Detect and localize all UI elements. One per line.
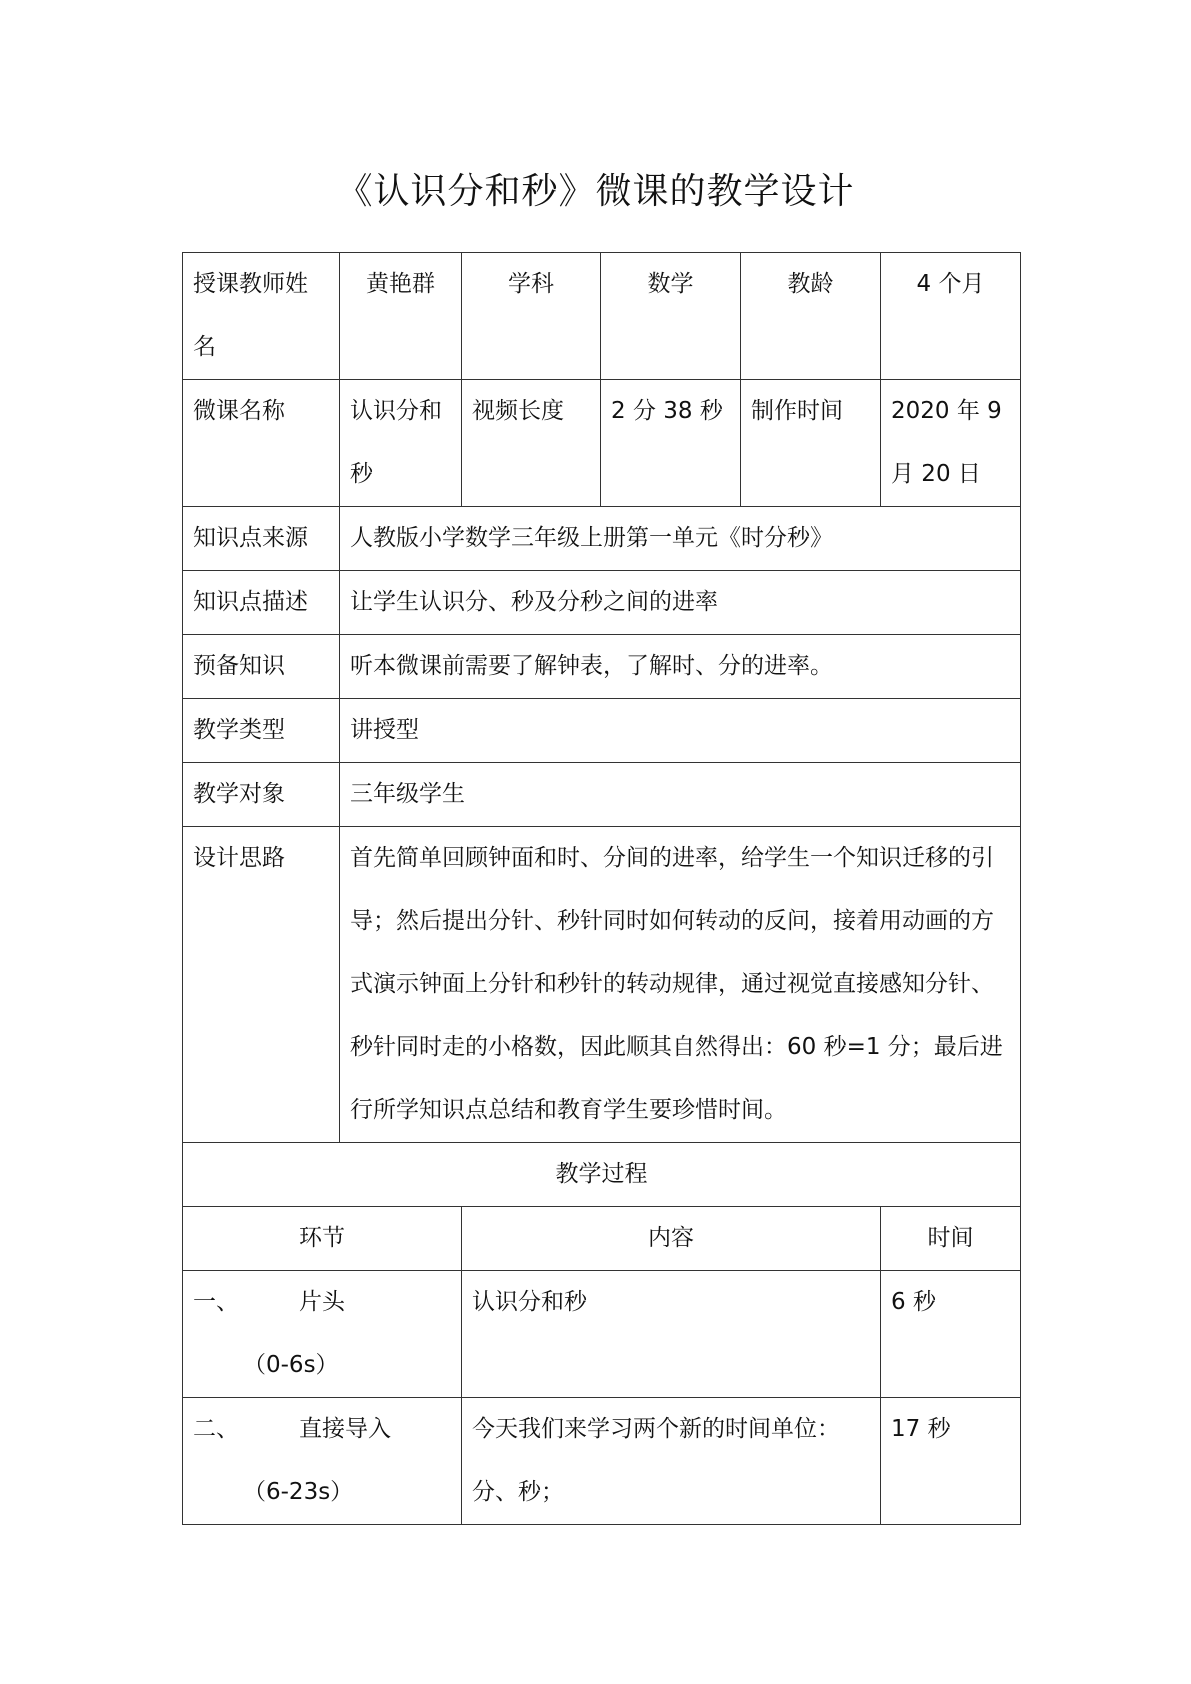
step-number: 二、 xyxy=(193,1416,239,1442)
source-label: 知识点来源 xyxy=(183,507,340,571)
course-row xyxy=(183,380,1021,507)
made-time-value: 2020 年 9 月 20 日 xyxy=(881,380,1021,507)
step-name: 直接导入 xyxy=(299,1416,391,1442)
design-row xyxy=(183,827,1021,1143)
desc-label: 知识点描述 xyxy=(183,571,340,635)
col-time-header: 时间 xyxy=(881,1207,1021,1271)
years-label: 教龄 xyxy=(741,253,881,380)
lesson-design-table xyxy=(182,252,1021,1525)
process-heading-row xyxy=(183,1143,1021,1207)
source-row xyxy=(183,507,1021,571)
video-length-label: 视频长度 xyxy=(462,380,601,507)
table-row xyxy=(183,1398,1021,1525)
type-label: 教学类型 xyxy=(183,699,340,763)
page-title: 《认识分和秒》微课的教学设计 xyxy=(336,171,855,212)
teacher-label: 授课教师姓名 xyxy=(183,253,340,380)
type-value: 讲授型 xyxy=(340,699,1021,763)
col-stage-header: 环节 xyxy=(183,1207,462,1271)
step-content: 今天我们来学习两个新的时间单位：分、秒； xyxy=(462,1398,881,1525)
step-time: 17 秒 xyxy=(881,1398,1021,1525)
step-stage xyxy=(183,1398,462,1525)
step-content: 认识分和秒 xyxy=(462,1271,881,1398)
target-label: 教学对象 xyxy=(183,763,340,827)
teacher-row xyxy=(183,253,1021,380)
subject-label: 学科 xyxy=(462,253,601,380)
table-row xyxy=(183,1271,1021,1398)
prereq-label: 预备知识 xyxy=(183,635,340,699)
step-name: 片头 xyxy=(299,1289,345,1315)
prereq-value: 听本微课前需要了解钟表，了解时、分的进率。 xyxy=(340,635,1021,699)
source-value: 人教版小学数学三年级上册第一单元《时分秒》 xyxy=(340,507,1021,571)
col-content-header: 内容 xyxy=(462,1207,881,1271)
type-row xyxy=(183,699,1021,763)
step-number: 一、 xyxy=(193,1289,239,1315)
step-range: （6-23s） xyxy=(243,1479,354,1505)
step-range: （0-6s） xyxy=(243,1352,339,1378)
desc-value: 让学生认识分、秒及分秒之间的进率 xyxy=(340,571,1021,635)
process-header-row xyxy=(183,1207,1021,1271)
step-time: 6 秒 xyxy=(881,1271,1021,1398)
years-value: 4 个月 xyxy=(881,253,1021,380)
step-stage xyxy=(183,1271,462,1398)
design-value: 首先简单回顾钟面和时、分间的进率，给学生一个知识迁移的引导；然后提出分针、秒针同时如何转动的反问，接着用动画的方式演示钟面上分针和秒针的转动规律，通过视觉直接感知分针、秒针同时走的小格数，因此顺其自然得出：60 秒=1 分；最后进行所学知识点总结和教育学生要珍惜时间。 xyxy=(340,827,1021,1143)
target-value: 三年级学生 xyxy=(340,763,1021,827)
teacher-value: 黄艳群 xyxy=(340,253,462,380)
course-name-value: 认识分和秒 xyxy=(340,380,462,507)
process-heading: 教学过程 xyxy=(183,1143,1021,1207)
desc-row xyxy=(183,571,1021,635)
target-row xyxy=(183,763,1021,827)
prereq-row xyxy=(183,635,1021,699)
design-label: 设计思路 xyxy=(183,827,340,1143)
made-time-label: 制作时间 xyxy=(741,380,881,507)
video-length-value: 2 分 38 秒 xyxy=(601,380,741,507)
course-name-label: 微课名称 xyxy=(183,380,340,507)
subject-value: 数学 xyxy=(601,253,741,380)
